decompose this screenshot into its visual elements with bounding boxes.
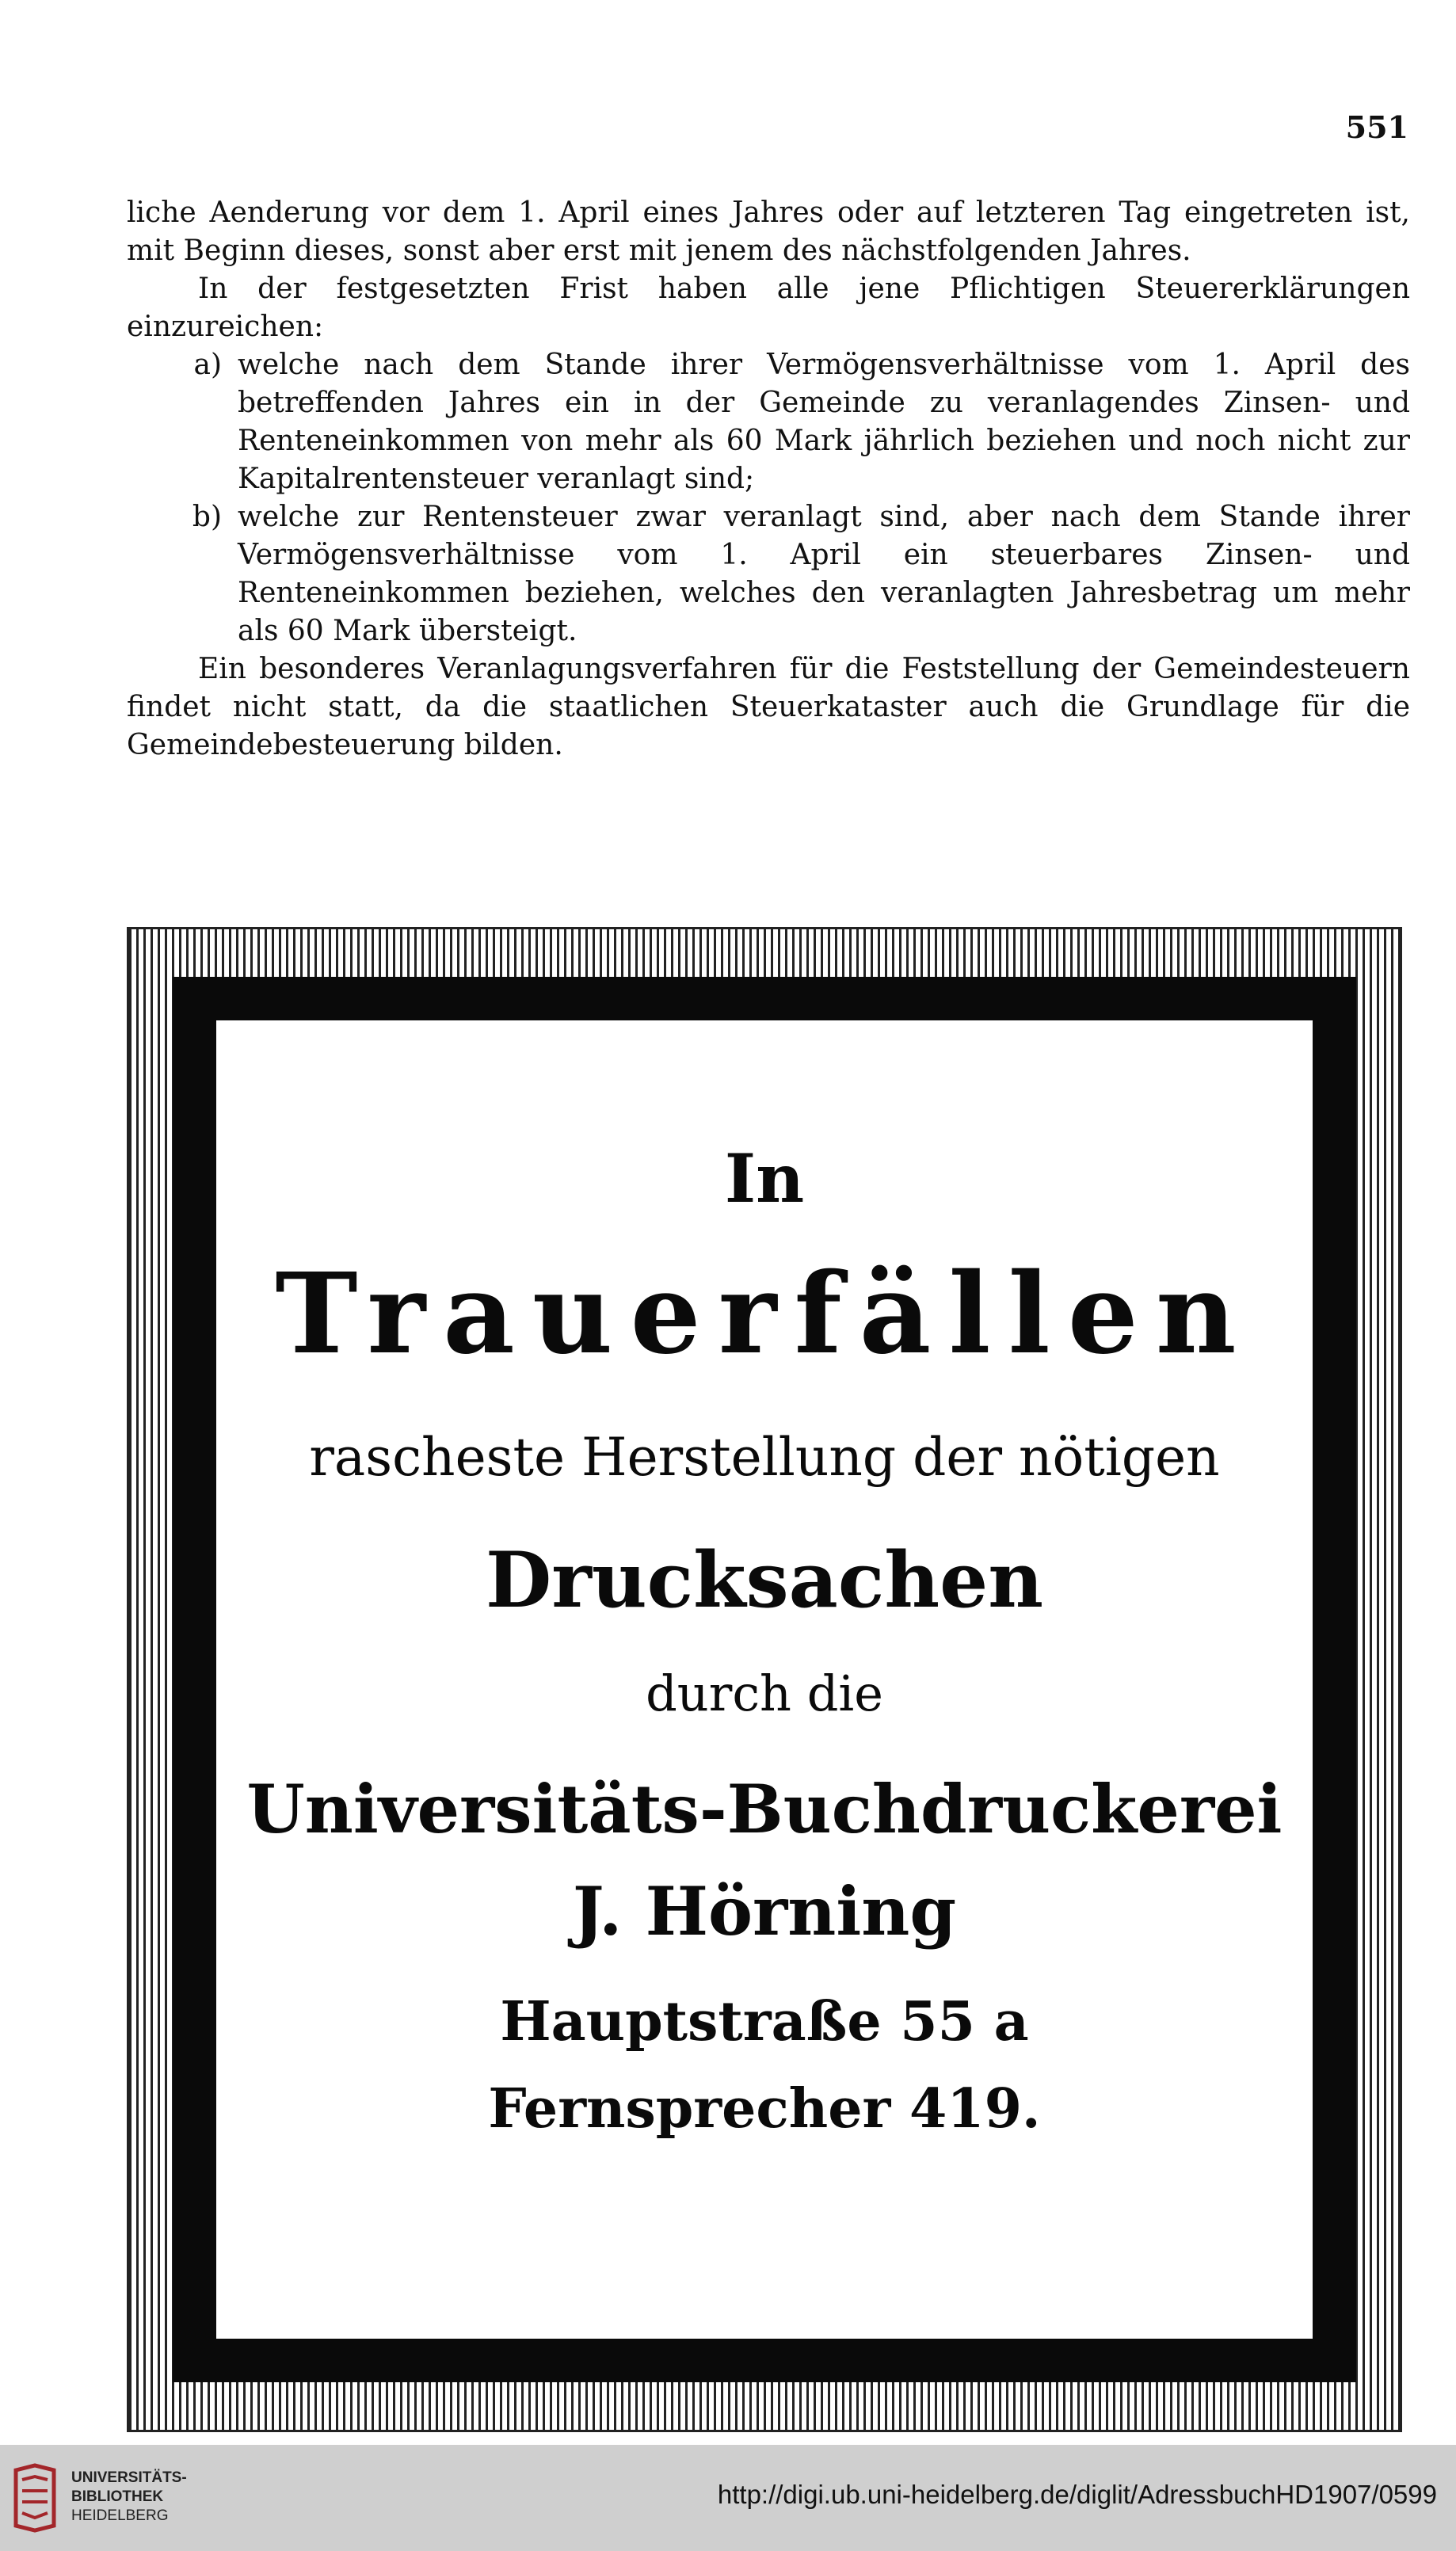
advert-subline: rascheste Herstellung der nötigen <box>309 1427 1220 1488</box>
paragraph: Ein besonderes Veranlagungsverfahren für die Feststellung der Gemeindesteuern findet nicht statt, da die staatlichen Steuerkataster auch die Grundlage für die Gemeindebesteuerung bilden. <box>127 653 1410 761</box>
advert-drucksachen: Drucksachen <box>486 1535 1043 1625</box>
body-text <box>127 194 1410 765</box>
advertisement-frame <box>127 927 1402 2432</box>
list-item-text: welche zur Rentensteuer zwar veranlagt sind, aber nach dem Stande ihrer Vermögensverhältnisse vom 1. April ein steuerbares Zinsen- und Renteneinkommen beziehen, welches den veranlagten Jahresbetrag um mehr als 60 Mark übersteigt. <box>238 501 1410 647</box>
advert-phone: Fernsprecher 419. <box>488 2077 1041 2141</box>
list-marker: a) <box>193 349 222 381</box>
page-number: 551 <box>1345 109 1408 145</box>
library-name <box>71 2469 187 2526</box>
source-url-link[interactable]: http://digi.ub.uni-heidelberg.de/diglit/AdressbuchHD1907/0599 <box>717 2480 1437 2509</box>
advert-address: Hauptstraße 55 a <box>500 1990 1029 2053</box>
ub-heidelberg-logo-icon <box>11 2462 59 2534</box>
advert-durch: durch die <box>646 1664 883 1722</box>
advert-name: J. Hörning <box>572 1872 957 1950</box>
list-item-text: welche nach dem Stande ihrer Vermögensverhältnisse vom 1. April des betreffenden Jahres ein in der Gemeinde zu veranlagendes Zinsen- und Renteneinkommen von mehr als 60 Mark jährlich beziehen und noch nicht zur Kapitalrentensteuer veranlagt sind; <box>238 349 1410 495</box>
advert-in: In <box>724 1139 805 1218</box>
paragraph: In der festgesetzten Frist haben alle jene Pflichtigen Steuererklärungen einzureichen: <box>127 273 1410 343</box>
advert-firm: Universitäts-Buchdruckerei <box>246 1770 1283 1848</box>
library-line: UNIVERSITÄTS- <box>71 2469 187 2486</box>
paragraph: liche Aenderung vor dem 1. April eines Jahres oder auf letzteren Tag eingetreten ist, mit Beginn dieses, sonst aber erst mit jenem des nächstfolgenden Jahres. <box>127 196 1410 267</box>
list-item <box>127 498 1410 650</box>
footer-bar <box>0 2445 1456 2551</box>
list-item <box>127 346 1410 498</box>
advert-headline: Trauerfällen <box>275 1249 1254 1379</box>
advertisement <box>216 1020 1313 2339</box>
library-line: BIBLIOTHEK <box>71 2488 164 2505</box>
library-line: HEIDELBERG <box>71 2507 169 2524</box>
list-marker: b) <box>192 501 222 533</box>
